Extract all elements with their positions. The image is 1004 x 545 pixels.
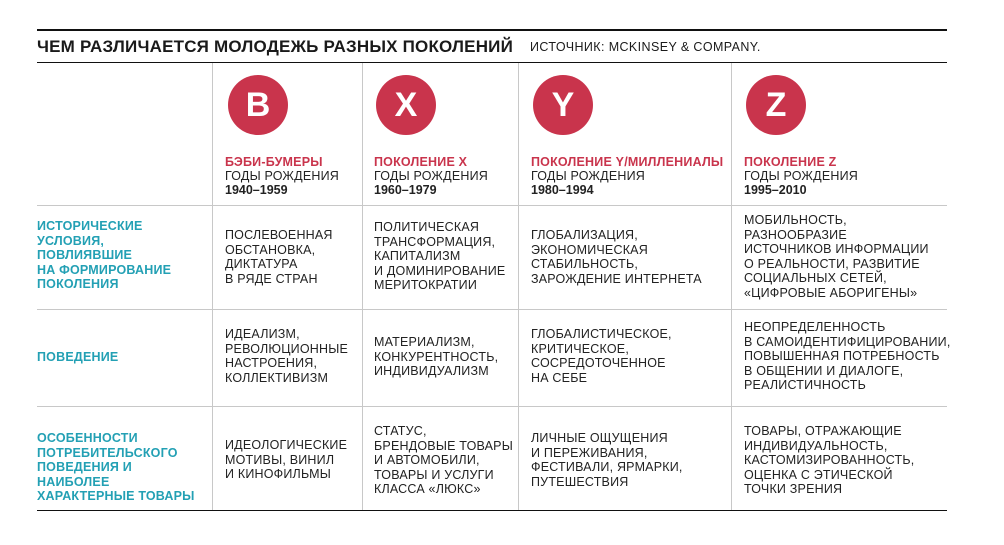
cell-line: КАСТОМИЗИРОВАННОСТЬ,: [744, 453, 915, 467]
cell-line: БРЕНДОВЫЕ ТОВАРЫ: [374, 438, 513, 453]
birth-years-label: ГОДЫ РОЖДЕНИЯ: [374, 169, 489, 183]
generation-badge-b: B: [228, 75, 288, 135]
cell-line: ГЛОБАЛИСТИЧЕСКОЕ,: [531, 327, 672, 341]
cell-line: ИНДИВИДУАЛИЗМ: [374, 364, 489, 378]
cell-consumer-y: [531, 431, 683, 489]
cell-line: НА СЕБЕ: [531, 370, 588, 385]
cell-line: ПОЛИТИЧЕСКАЯ: [374, 220, 480, 234]
birth-years: 1995–2010: [744, 183, 807, 197]
cell-line: ИНДИВИДУАЛЬНОСТЬ,: [744, 438, 888, 453]
cell-line: СОЦИАЛЬНЫХ СЕТЕЙ,: [744, 271, 887, 285]
generation-header-b: [225, 155, 339, 197]
cell-line: МАТЕРИАЛИЗМ,: [374, 335, 475, 349]
cell-line: КАПИТАЛИЗМ: [374, 249, 461, 263]
cell-line: ТОЧКИ ЗРЕНИЯ: [744, 482, 843, 496]
title-rule: [37, 62, 947, 63]
cell-line: ОЦЕНКА С ЭТИЧЕСКОЙ: [744, 467, 893, 482]
cell-line: СТАТУС,: [374, 424, 427, 438]
cell-line: КЛАССА «ЛЮКС»: [374, 482, 481, 496]
cell-line: ГЛОБАЛИЗАЦИЯ,: [531, 228, 638, 242]
birth-years: 1980–1994: [531, 183, 594, 197]
row-label-line: ПОКОЛЕНИЯ: [37, 277, 119, 291]
cell-line: РАЗНООБРАЗИЕ: [744, 227, 847, 242]
cell-line: ИСТОЧНИКОВ ИНФОРМАЦИИ: [744, 242, 929, 256]
column-divider: [731, 63, 732, 510]
row-divider: [37, 406, 947, 407]
cell-behavior-y: [531, 327, 672, 385]
birth-years: 1960–1979: [374, 183, 437, 197]
cell-line: «ЦИФРОВЫЕ АБОРИГЕНЫ»: [744, 285, 918, 300]
cell-line: И ПЕРЕЖИВАНИЯ,: [531, 445, 648, 460]
row-label-line: ХАРАКТЕРНЫЕ ТОВАРЫ: [37, 489, 195, 503]
cell-line: НЕОПРЕДЕЛЕННОСТЬ: [744, 320, 886, 334]
row-label-line: ОСОБЕННОСТИ: [37, 431, 138, 445]
bottom-rule: [37, 510, 947, 511]
cell-consumer-b: [225, 438, 347, 482]
row-label-behavior: [37, 350, 207, 365]
cell-line: ФЕСТИВАЛИ, ЯРМАРКИ,: [531, 460, 683, 474]
cell-line: КОНКУРЕНТНОСТЬ,: [374, 349, 499, 364]
source-note: ИСТОЧНИК: MCKINSEY & COMPANY.: [530, 40, 761, 54]
row-label-consumer-behavior: [37, 431, 207, 504]
generation-name: ПОКОЛЕНИЕ Y/МИЛЛЕНИАЛЫ: [531, 155, 724, 169]
generation-badge-x: X: [376, 75, 436, 135]
cell-line: В САМОИДЕНТИФИЦИРОВАНИИ,: [744, 334, 951, 349]
cell-line: О РЕАЛЬНОСТИ, РАЗВИТИЕ: [744, 256, 920, 271]
birth-years: 1940–1959: [225, 183, 288, 197]
birth-years-label: ГОДЫ РОЖДЕНИЯ: [744, 169, 859, 183]
cell-line: СОСРЕДОТОЧЕННОЕ: [531, 356, 666, 370]
cell-line: НАСТРОЕНИЯ,: [225, 356, 318, 370]
cell-line: ПУТЕШЕСТВИЯ: [531, 474, 629, 489]
cell-consumer-z: [744, 424, 914, 497]
cell-line: ЗАРОЖДЕНИЕ ИНТЕРНЕТА: [531, 271, 702, 286]
cell-consumer-x: [374, 424, 513, 497]
generation-header-z: [744, 155, 858, 197]
generation-badge-z: Z: [746, 75, 806, 135]
cell-line: РЕВОЛЮЦИОННЫЕ: [225, 341, 349, 356]
generation-badge-y: Y: [533, 75, 593, 135]
cell-historical-b: [225, 228, 333, 286]
row-divider: [37, 205, 947, 206]
cell-historical-z: [744, 213, 929, 300]
cell-line: В ОБЩЕНИИ И ДИАЛОГЕ,: [744, 363, 904, 378]
cell-line: ПОСЛЕВОЕННАЯ: [225, 228, 333, 242]
generation-name: ПОКОЛЕНИЕ Z: [744, 155, 837, 169]
row-label-line: ПОВЛИЯВШИЕ: [37, 248, 133, 262]
cell-line: ТРАНСФОРМАЦИЯ,: [374, 234, 496, 249]
cell-line: КРИТИЧЕСКОЕ,: [531, 341, 629, 356]
cell-line: МЕРИТОКРАТИИ: [374, 278, 478, 292]
cell-behavior-x: [374, 335, 498, 379]
cell-line: МОТИВЫ, ВИНИЛ: [225, 452, 335, 467]
cell-behavior-z: [744, 320, 951, 393]
row-label-line: ИСТОРИЧЕСКИЕ: [37, 219, 143, 233]
row-label-line: УСЛОВИЯ,: [37, 233, 105, 248]
cell-line: И КИНОФИЛЬМЫ: [225, 467, 331, 481]
row-label-line: ПОТРЕБИТЕЛЬСКОГО: [37, 445, 178, 460]
cell-line: ТОВАРЫ И УСЛУГИ: [374, 467, 494, 482]
cell-line: В РЯДЕ СТРАН: [225, 271, 318, 286]
birth-years-label: ГОДЫ РОЖДЕНИЯ: [531, 169, 646, 183]
cell-line: ПОВЫШЕННАЯ ПОТРЕБНОСТЬ: [744, 349, 940, 363]
row-label-line: ПОВЕДЕНИЕ: [37, 350, 119, 364]
cell-line: РЕАЛИСТИЧНОСТЬ: [744, 378, 867, 392]
cell-line: МОБИЛЬНОСТЬ,: [744, 213, 847, 227]
cell-line: СТАБИЛЬНОСТЬ,: [531, 257, 639, 271]
birth-years-label: ГОДЫ РОЖДЕНИЯ: [225, 169, 340, 183]
generation-header-y: [531, 155, 723, 197]
column-divider: [362, 63, 363, 510]
cell-line: И ДОМИНИРОВАНИЕ: [374, 263, 506, 278]
generation-name: ПОКОЛЕНИЕ X: [374, 155, 468, 169]
generation-name: БЭБИ-БУМЕРЫ: [225, 155, 323, 169]
cell-line: ТОВАРЫ, ОТРАЖАЮЩИЕ: [744, 424, 902, 438]
cell-line: ДИКТАТУРА: [225, 257, 298, 271]
row-divider: [37, 309, 947, 310]
cell-behavior-b: [225, 327, 348, 385]
cell-historical-x: [374, 220, 505, 293]
cell-line: ОБСТАНОВКА,: [225, 242, 316, 257]
cell-line: ИДЕАЛИЗМ,: [225, 327, 300, 341]
column-divider: [518, 63, 519, 510]
page-title: ЧЕМ РАЗЛИЧАЕТСЯ МОЛОДЕЖЬ РАЗНЫХ ПОКОЛЕНИЙ: [37, 37, 514, 56]
cell-line: КОЛЛЕКТИВИЗМ: [225, 370, 329, 385]
row-label-historical-conditions: [37, 219, 207, 292]
cell-line: ИДЕОЛОГИЧЕСКИЕ: [225, 438, 348, 452]
cell-historical-y: [531, 228, 702, 286]
cell-line: ЛИЧНЫЕ ОЩУЩЕНИЯ: [531, 431, 668, 445]
row-label-line: ПОВЕДЕНИЯ И НАИБОЛЕЕ: [37, 460, 132, 489]
column-divider: [212, 63, 213, 510]
top-rule: [37, 29, 947, 31]
cell-line: И АВТОМОБИЛИ,: [374, 453, 480, 467]
row-label-line: НА ФОРМИРОВАНИЕ: [37, 262, 172, 277]
generation-header-x: [374, 155, 488, 197]
cell-line: ЭКОНОМИЧЕСКАЯ: [531, 242, 648, 257]
